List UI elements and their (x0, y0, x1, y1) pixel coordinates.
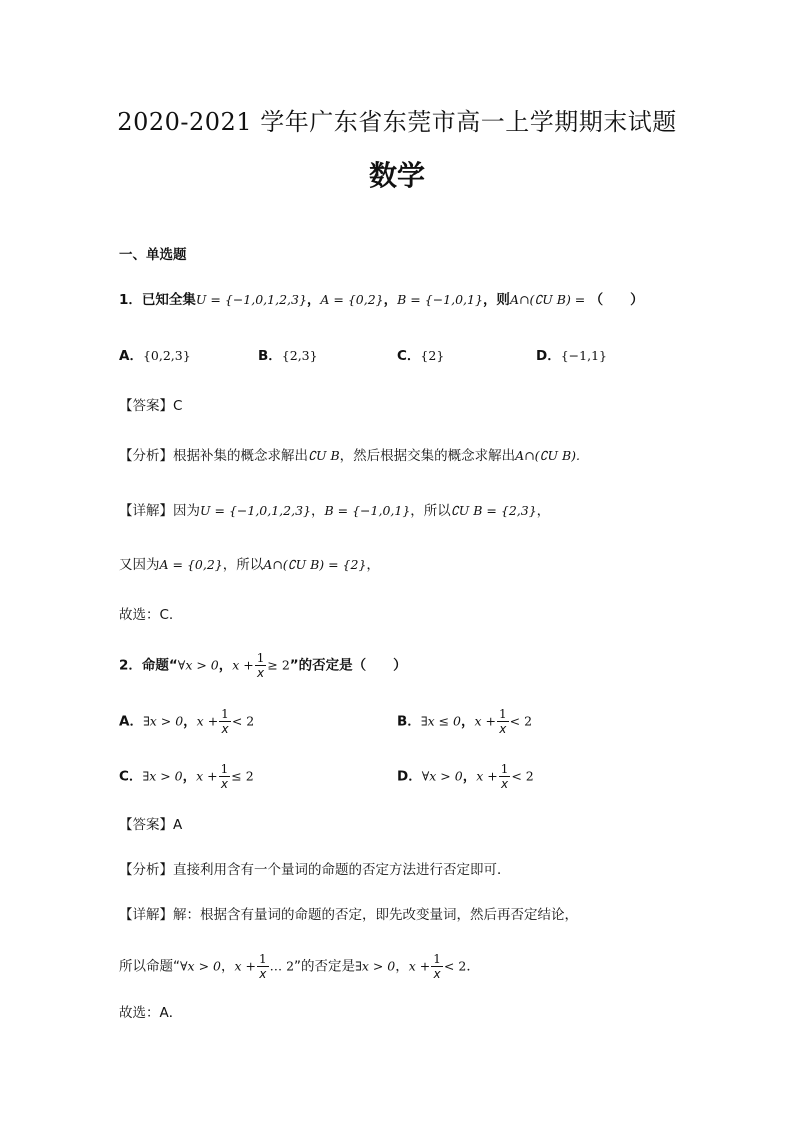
option-quantifier: ∃x > 0 (142, 713, 184, 729)
detail-text: 又因为 (119, 557, 160, 573)
fraction-numerator: 1 (256, 651, 265, 665)
separator: ， (306, 292, 321, 308)
option-value: {2} (420, 348, 445, 363)
detail-text: ， (395, 958, 409, 975)
fraction-denominator: x (499, 722, 507, 736)
fraction (497, 707, 509, 736)
option-label: C． (397, 348, 421, 364)
relation-math: ≥ 2 (267, 657, 290, 673)
detail-math: ∁U B = {2,3} (450, 503, 537, 518)
fraction-numerator: 1 (220, 762, 229, 776)
option-expression: x + (474, 713, 497, 729)
detail-math: x + (234, 958, 256, 974)
fraction (499, 762, 511, 791)
question-expression: A∩(∁U B) = (509, 292, 586, 307)
answer-tag: 【答案】 (119, 817, 173, 833)
separator: ， (218, 657, 233, 674)
option-relation: < 2 (231, 713, 255, 729)
detail-math: ∃x > 0 (355, 958, 396, 974)
fraction (255, 651, 267, 680)
answer-value: C (173, 398, 183, 414)
answer-blank: （ ） (589, 292, 644, 308)
analysis-math: ∁U B (308, 448, 340, 463)
question-2-stem (119, 651, 407, 680)
choose-line: 故选：C. (119, 607, 174, 623)
detail-text: ， (311, 503, 325, 519)
fraction (219, 707, 231, 736)
separator: ， (383, 292, 398, 308)
detail-math: ∀x > 0 (180, 958, 221, 974)
detail-math: U = {−1,0,1,2,3} (200, 503, 311, 518)
option-label: D． (397, 768, 422, 785)
detail-line-2 (119, 556, 380, 574)
detail-text: 所以命题“ (119, 958, 180, 975)
fraction-numerator: 1 (258, 952, 267, 966)
option-a (119, 347, 191, 365)
detail-text: 因为 (173, 503, 200, 519)
detail-line-1 (119, 906, 578, 924)
detail-math: B = {−1,0,1} (324, 503, 411, 518)
fraction-denominator: x (257, 666, 265, 680)
answer-line (119, 397, 182, 415)
option-label: B． (258, 348, 282, 364)
analysis-text: 根据补集的概念求解出 (173, 448, 308, 464)
option-label: D． (536, 348, 561, 364)
option-value: {2,3} (281, 348, 318, 363)
detail-math: x + (408, 958, 431, 974)
question-text: ”的否定是（ ） (289, 657, 407, 674)
option-label: B． (397, 713, 421, 730)
analysis-tag: 【分析】 (119, 862, 173, 878)
quantifier-math: ∀x > 0 (177, 657, 219, 673)
fraction (431, 952, 443, 981)
fraction-numerator: 1 (221, 707, 229, 721)
option-quantifier: ∃x > 0 (142, 768, 183, 784)
option-d (536, 347, 607, 365)
set-a: A = {0,2} (320, 292, 384, 307)
option-relation: < 2 (509, 713, 533, 729)
option-c (397, 347, 444, 365)
analysis-line (119, 447, 580, 465)
detail-math: A∩(∁U B) = {2} (263, 557, 367, 572)
analysis-text: ，然后根据交集的概念求解出 (339, 448, 516, 464)
detail-math: … 2 (269, 958, 295, 974)
option-a: A．∃x > 0，x + $\frac{1}{x}$ < 2 (119, 707, 255, 736)
fraction-denominator: x (221, 722, 229, 736)
option-value: {−1,1} (560, 348, 607, 363)
option-value: {0,2,3} (142, 348, 191, 363)
set-b: B = {−1,0,1} (397, 292, 483, 307)
option-label: C． (119, 768, 143, 785)
fraction-numerator: 1 (500, 762, 509, 776)
detail-line-2 (119, 952, 480, 981)
answer-line (119, 816, 182, 834)
detail-math: A = {0,2} (159, 557, 223, 572)
option-b (258, 347, 318, 365)
detail-text: ，所以 (222, 557, 264, 573)
analysis-text: 直接利用含有一个量词的命题的否定方法进行否定即可． (173, 862, 511, 878)
fraction-denominator: x (259, 967, 267, 981)
set-u: U = {−1,0,1,2,3} (195, 292, 307, 307)
option-d: D．∀x > 0，x + $\frac{1}{x}$ < 2 (397, 762, 534, 791)
detail-tag: 【详解】 (119, 503, 173, 519)
option-quantifier: ∃x ≤ 0 (420, 713, 462, 729)
option-c: C．∃x > 0，x + $\frac{1}{x}$ ≤ 2 (119, 762, 254, 791)
option-expression: x + (476, 768, 498, 784)
option-relation: < 2 (511, 768, 534, 784)
detail-text: ， (536, 503, 551, 519)
question-1-number: 1．已知全集 (119, 292, 196, 308)
fraction-denominator: x (220, 777, 229, 791)
answer-tag: 【答案】 (119, 398, 173, 414)
detail-text: ， (366, 557, 380, 573)
fraction (219, 762, 231, 791)
option-relation: ≤ 2 (231, 768, 254, 784)
detail-line-1 (119, 502, 550, 520)
analysis-tag: 【分析】 (119, 448, 173, 464)
option-expression: x + (196, 768, 218, 784)
fraction-denominator: x (433, 967, 441, 981)
expression-math: x + (232, 657, 254, 673)
fraction-numerator: 1 (499, 707, 507, 721)
option-b: B．∃x ≤ 0，x + $\frac{1}{x}$ < 2 (397, 707, 533, 736)
option-expression: x + (196, 713, 219, 729)
detail-tag: 【详解】 (119, 907, 173, 923)
analysis-line (119, 861, 511, 879)
question-1-stem (119, 291, 644, 309)
fraction (257, 952, 269, 981)
detail-text: ， (220, 958, 235, 975)
option-label: A． (119, 713, 143, 730)
detail-text: ，所以 (410, 503, 451, 519)
fraction-denominator: x (500, 777, 509, 791)
section-heading: 一、单选题 (119, 247, 187, 263)
option-label: A． (119, 348, 143, 364)
fraction-numerator: 1 (433, 952, 441, 966)
detail-text: 解：根据含有量词的命题的否定，即先改变量词，然后再否定结论， (173, 907, 578, 923)
option-quantifier: ∀x > 0 (421, 768, 463, 784)
detail-math: < 2 (443, 958, 467, 974)
document-title: 2020-2021 学年广东省东莞市高一上学期期末试题 (117, 108, 677, 136)
choose-line: 故选：A． (119, 1005, 183, 1021)
question-text: ，则 (482, 292, 510, 308)
analysis-math: A∩(∁U B). (515, 448, 581, 463)
question-2-number: 2．命题“ (119, 657, 178, 674)
detail-text: ”的否定是 (294, 958, 356, 975)
subject-heading: 数学 (368, 159, 425, 192)
detail-text: ． (466, 958, 480, 975)
answer-value: A (173, 817, 183, 833)
